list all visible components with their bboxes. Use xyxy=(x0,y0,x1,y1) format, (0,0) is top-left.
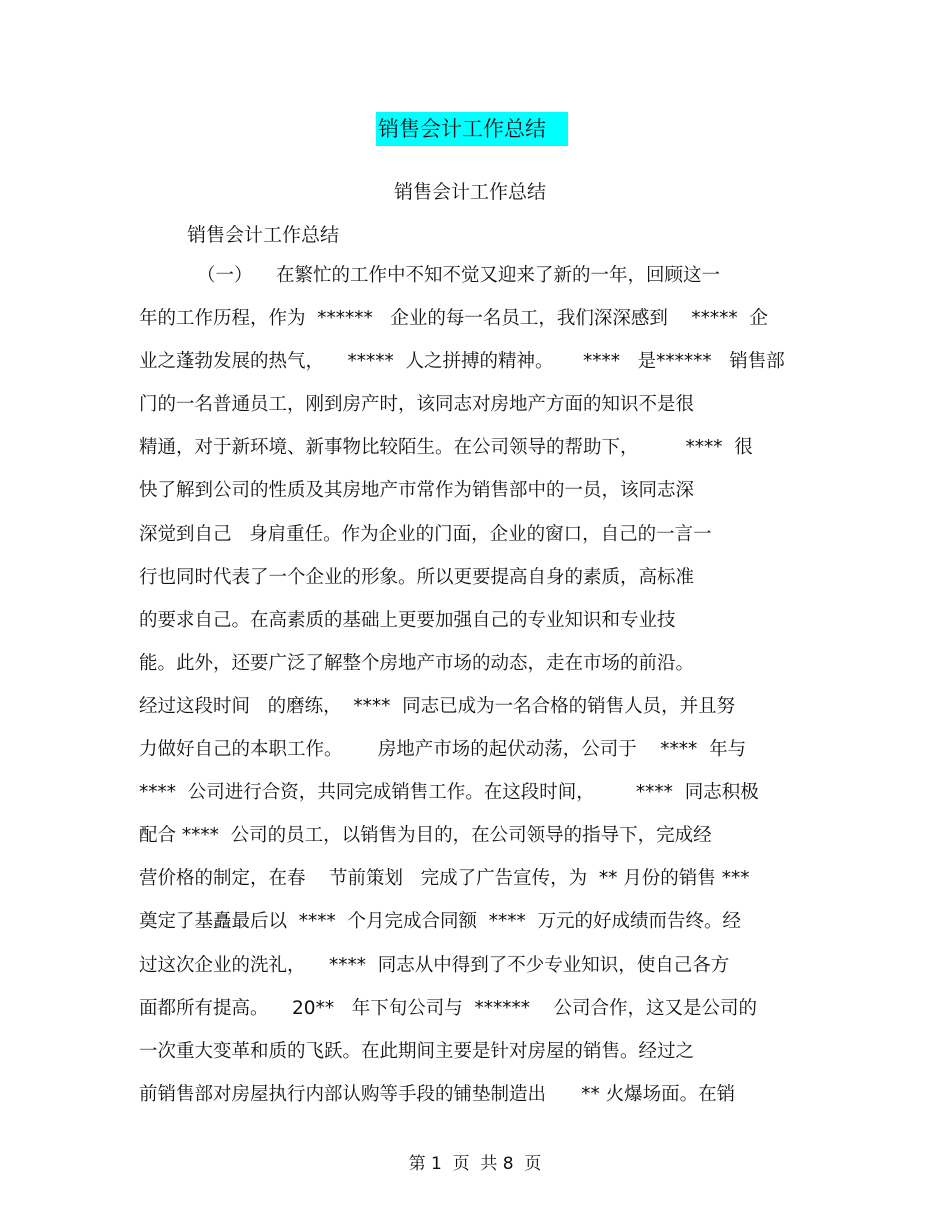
document-subtitle: 销售会计工作总结 xyxy=(393,181,546,203)
body-line: 一次重大变革和质的飞跃。在此期间主要是针对房屋的销售。经过之 xyxy=(139,1040,695,1062)
body-line: 年的工作历程，作为 ****** 企业的每一名员工，我们深深感到 ***** 企 xyxy=(139,308,768,330)
body-line: 面都所有提高。 20** 年下旬公司与 ****** 公司合作，这又是公司的 xyxy=(139,997,757,1019)
body-line: 力做好自己的本职工作。 房地产市场的起伏动荡，公司于 **** 年与 xyxy=(139,739,747,761)
body-line: 前销售部对房屋执行内部认购等手段的铺垫制造出 ** 火爆场面。在销 xyxy=(139,1083,736,1105)
section-heading: 销售会计工作总结 xyxy=(187,224,340,246)
body-line: 行也同时代表了一个企业的形象。所以更要提高自身的素质，高标准 xyxy=(139,566,695,588)
body-line: 奠定了基矗最后以 **** 个月完成合同额 **** 万元的好成绩而告终。经 xyxy=(139,911,742,933)
body-line: 营价格的制定，在春 节前策划 完成了广告宣传，为 ** 月份的销售 *** xyxy=(139,868,750,890)
body-line: 业之蓬勃发展的热气， ***** 人之拼搏的精神。 **** 是****** 销售部 xyxy=(139,351,785,373)
body-line: 门的一名普通员工，刚到房产时，该同志对房地产方面的知识不是很 xyxy=(139,394,695,416)
body-line: 经过这段时间 的磨练， **** 同志已成为一名合格的销售人员，并且努 xyxy=(139,695,736,717)
body-line: 快了解到公司的性质及其房地产市常作为销售部中的一员，该同志深 xyxy=(139,480,695,502)
body-line: 精通，对于新环境、新事物比较陌生。在公司领导的帮助下， **** 很 xyxy=(139,437,753,459)
body-line: 的要求自己。在高素质的基础上更要加强自己的专业知识和专业技 xyxy=(139,609,676,631)
body-line: （一） 在繁忙的工作中不知不觉又迎来了新的一年，回顾这一 xyxy=(197,265,721,286)
body-line: 配合 **** 公司的员工，以销售为目的，在公司领导的指导下，完成经 xyxy=(139,825,712,847)
body-line: 深觉到自己 身肩重任。作为企业的门面，企业的窗口，自己的一言一 xyxy=(139,523,712,545)
body-line: 能。此外，还要广泛了解整个房地产市场的动态，走在市场的前沿。 xyxy=(139,652,695,674)
body-line: 过这次企业的洗礼， **** 同志从中得到了不少专业知识，使自己各方 xyxy=(139,954,730,976)
body-line: **** 公司进行合资，共同完成销售工作。在这段时间， **** 同志积极 xyxy=(139,782,759,804)
body-text xyxy=(139,260,809,1122)
page-number: 第 1 页 共 8 页 xyxy=(408,1154,542,1174)
document-title: 销售会计工作总结 xyxy=(376,112,568,146)
